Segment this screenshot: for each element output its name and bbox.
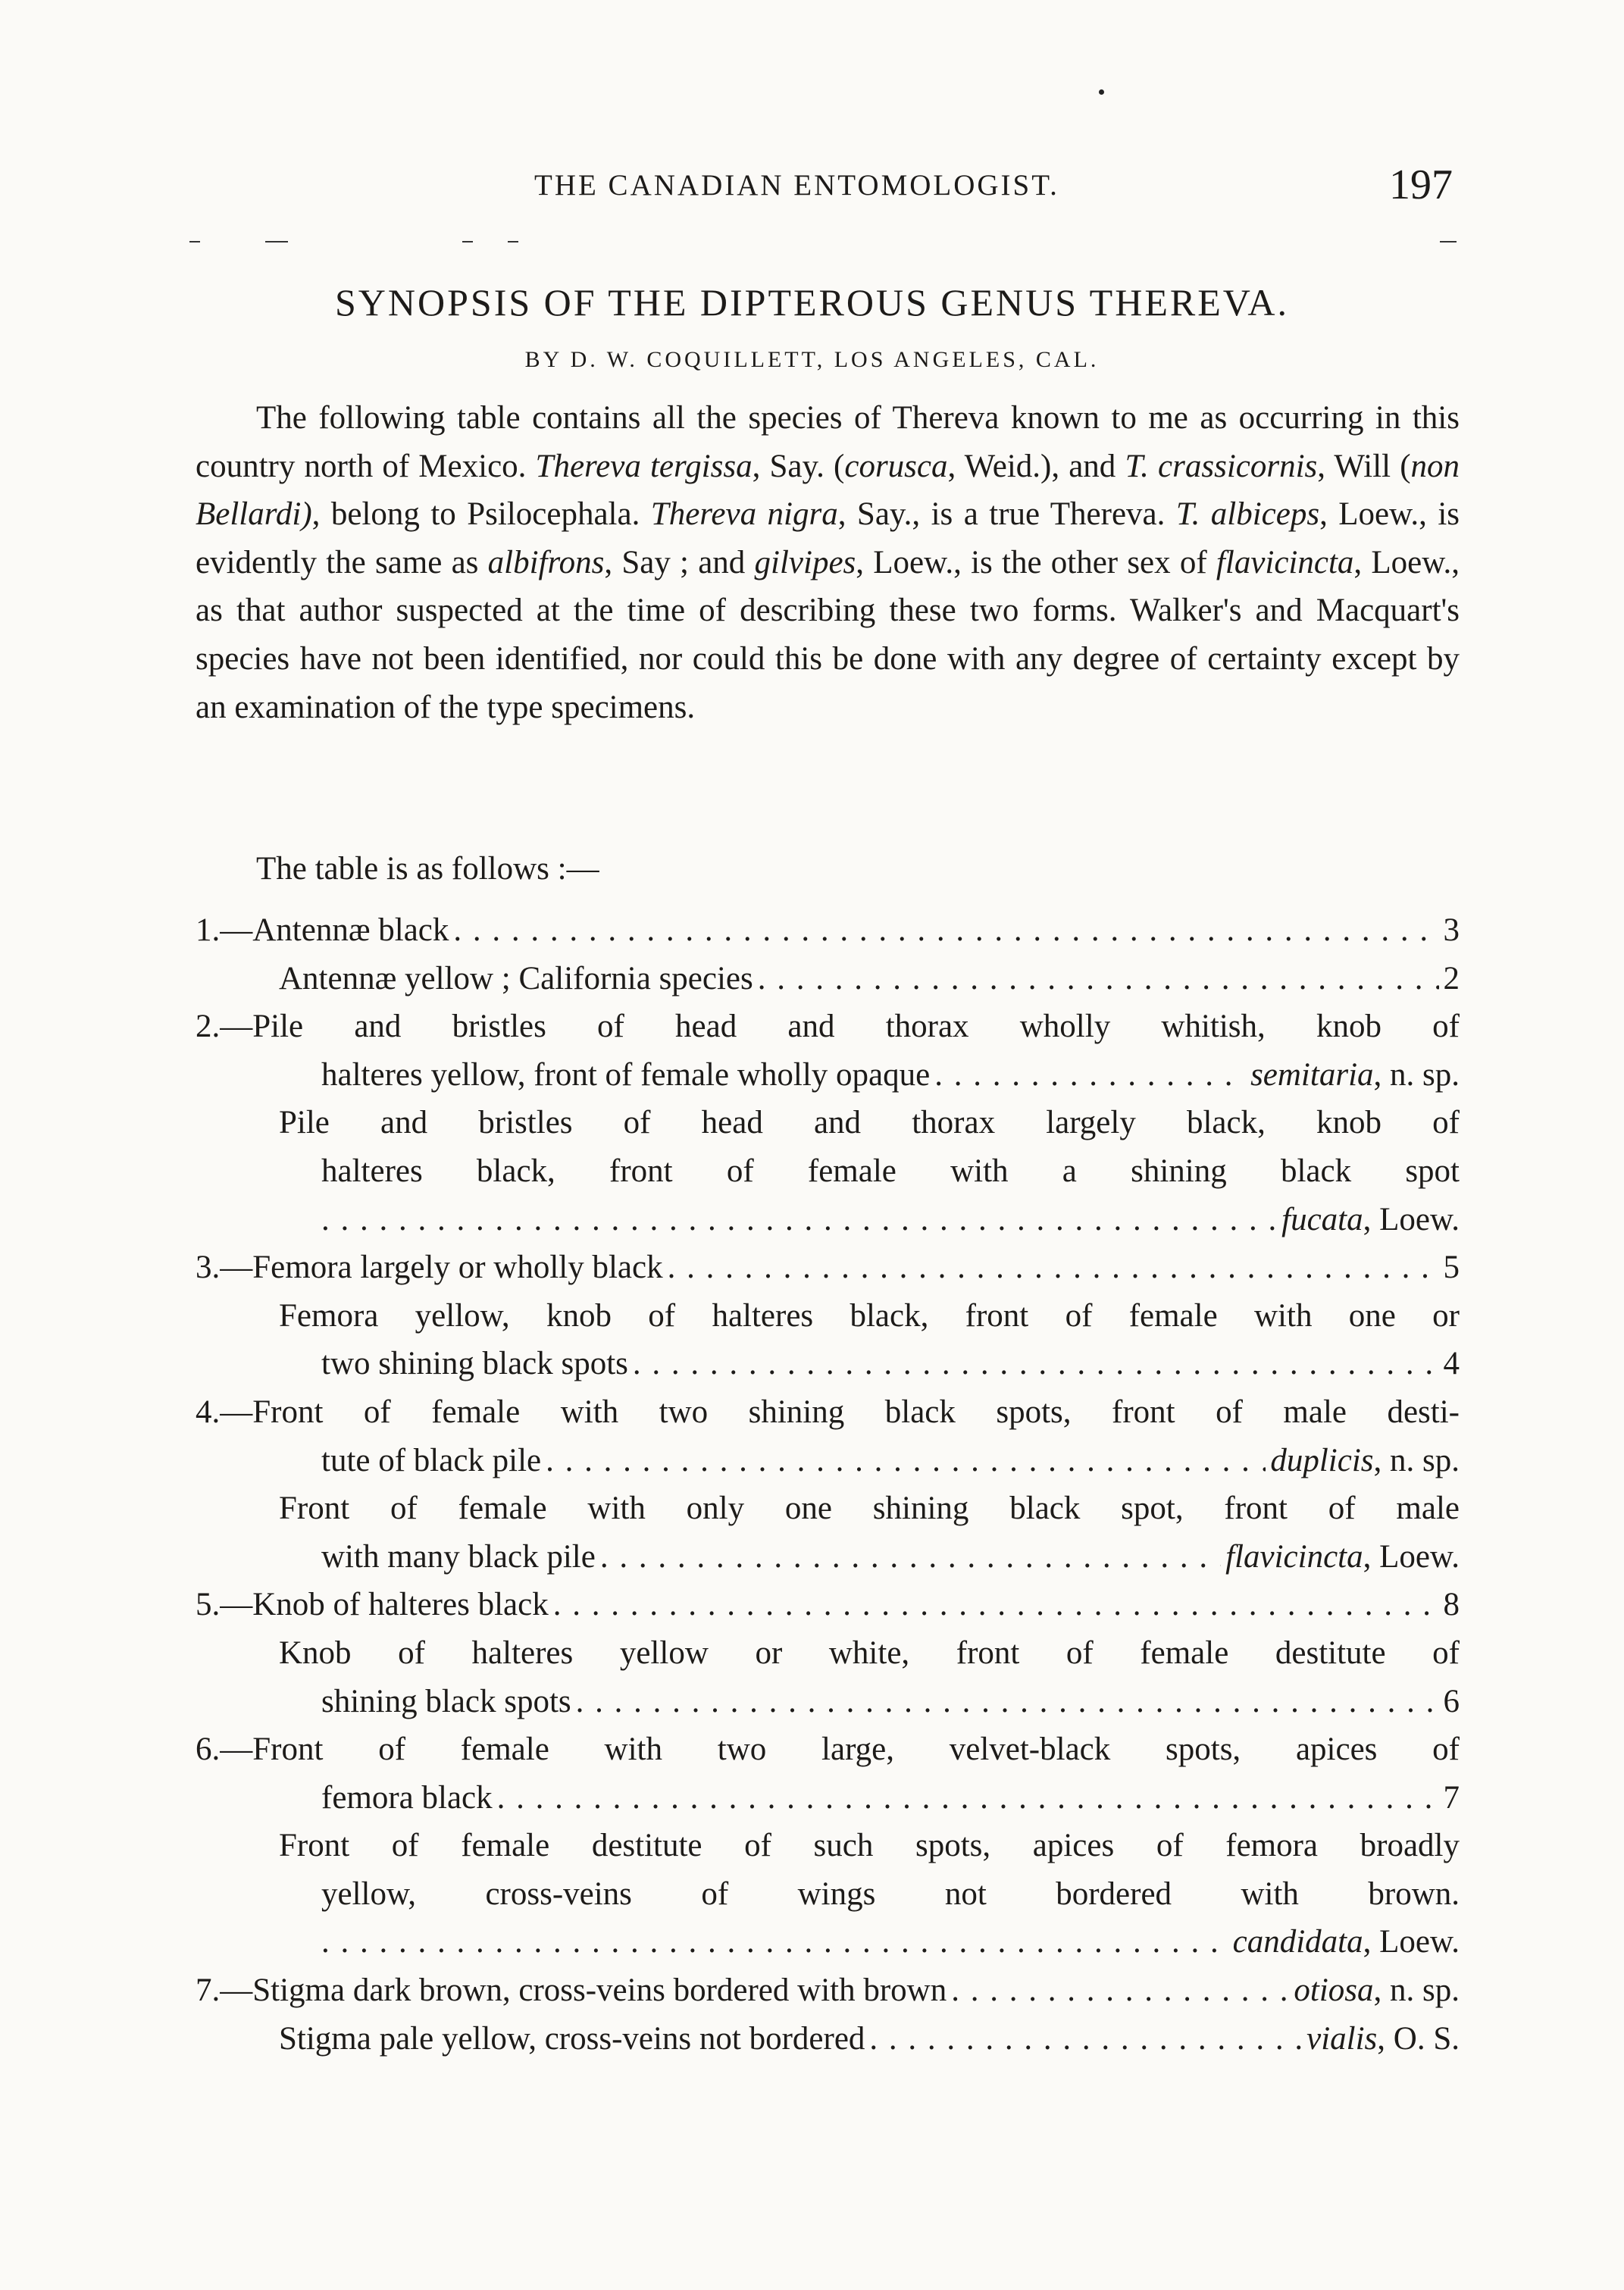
key-entry-continuation: tute of black pile . . . duplicis, n. sp. (321, 1437, 1460, 1485)
key-entry: 1.—Antennæ black . . . 3 (196, 906, 1460, 955)
key-entry-continuation: . . . candidata, Loew. (321, 1918, 1460, 1966)
key-entry-continuation: halteres yellow, front of female wholly opaque . . . semitaria, n. sp. (321, 1051, 1460, 1100)
article-byline: BY D. W. COQUILLETT, LOS ANGELES, CAL. (524, 347, 1100, 372)
running-header (0, 161, 1624, 214)
intro-paragraph: The following table contains all the species of Thereva known to me as occurring in this country north of Mexico. Thereva tergissa, Say. (corusca, Weid.), and T. crassicornis, Will (non Bellardi), belong to Psilocephala. Thereva nigra, Say., is a true Thereva. T. albiceps, Loew., is evidently the same as albifrons, Say ; and gilvipes, Loew., is the other sex of flavicincta, Loew., as that author suspected at the time of describing these two forms. Walker's and Macquart's species have not been identified, nor could this be done with any degree of certainty except by an examination of the type specimens. (196, 400, 1460, 725)
key-entry: Pile and bristles of head and thorax largely black, knob of (279, 1105, 1460, 1141)
header-rule-marks (189, 241, 1463, 249)
key-entry: 6.—Front of female with two large, velvet-black spots, apices of (196, 1732, 1460, 1768)
key-entry-continuation: shining black spots . . . 6 (321, 1678, 1460, 1726)
key-entry: 5.—Knob of halteres black . . . 8 (196, 1581, 1460, 1629)
key-entry-continuation: femora black . . . 7 (321, 1774, 1460, 1822)
journal-title: THE CANADIAN ENTOMOLOGIST. (534, 169, 1059, 202)
key-entry: 4.—Front of female with two shining black spots, front of male desti- (196, 1394, 1460, 1430)
key-entry-continuation: yellow, cross-veins of wings not bordered with brown. (321, 1875, 1460, 1912)
key-entry: Stigma pale yellow, cross-veins not bordered . . . vialis, O. S. (279, 2015, 1460, 2063)
key-entry: Front of female with only one shining black spot, front of male (279, 1491, 1460, 1527)
key-entry: Knob of halteres yellow or white, front of female destitute of (279, 1635, 1460, 1671)
key-entry-continuation: two shining black spots . . . 4 (321, 1340, 1460, 1388)
table-intro: The table is as follows :— (256, 851, 599, 887)
article-title: SYNOPSIS OF THE DIPTEROUS GENUS THEREVA. (334, 281, 1290, 324)
stray-mark (1099, 89, 1104, 95)
key-entry: Front of female destitute of such spots, apices of femora broadly (279, 1828, 1460, 1864)
key-entry: 3.—Femora largely or wholly black . . . 5 (196, 1244, 1460, 1292)
key-entry-continuation: halteres black, front of female with a shining black spot (321, 1153, 1460, 1189)
key-entry-continuation: with many black pile . . . flavicincta, Loew. (321, 1533, 1460, 1581)
key-entry: Antennæ yellow ; California species . . . 2 (279, 955, 1460, 1003)
key-entry-continuation: . . . fucata, Loew. (321, 1196, 1460, 1244)
key-entry: 2.—Pile and bristles of head and thorax wholly whitish, knob of (196, 1009, 1460, 1045)
identification-key (196, 906, 1460, 2063)
key-entry: Femora yellow, knob of halteres black, front of female with one or (279, 1297, 1460, 1334)
key-entry: 7.—Stigma dark brown, cross-veins bordered with brown . . . otiosa, n. sp. (196, 1966, 1460, 2015)
page-number: 197 (1389, 161, 1453, 208)
